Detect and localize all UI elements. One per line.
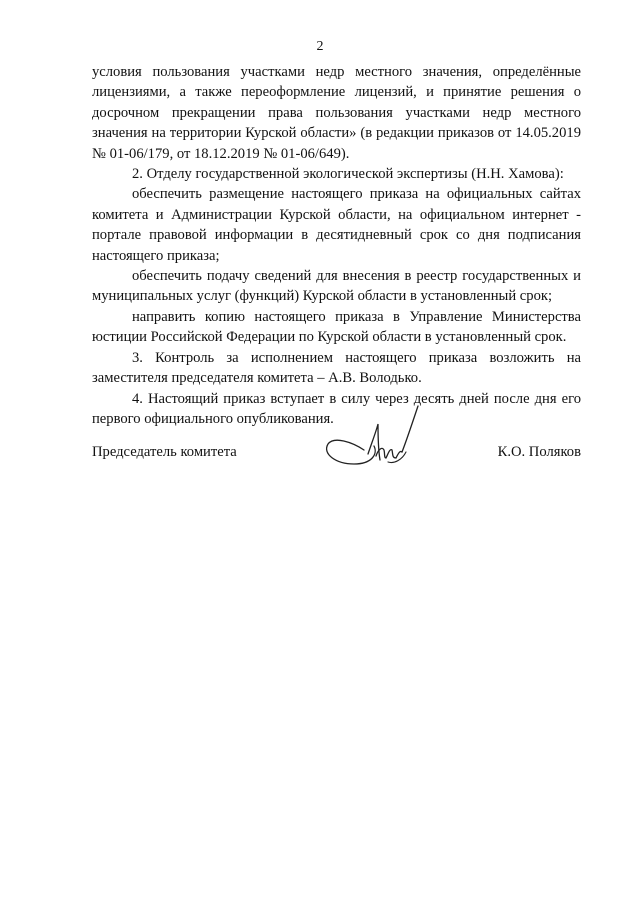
page-number: 2: [316, 39, 324, 54]
paragraph-item-3: 3. Контроль за исполнением настоящего приказа возложить на заместителя председателя комитета – А.В. Володько.: [92, 349, 581, 387]
paragraph-publish: обеспечить размещение настоящего приказа на официальных сайтах комитета и Администрации Курской области, на официальном интернет - портале правовой информации в десятидневный срок со дня подписания настоящего приказа;: [92, 186, 581, 264]
paragraph-registry: обеспечить подачу сведений для внесения в реестр государственных и муниципальных услуг (функций) Курской области в установленный срок;: [92, 268, 581, 305]
paragraph-ministry: направить копию настоящего приказа в Управление Министерства юстиции Российской Федерации по Курской области в установленный срок.: [92, 308, 581, 346]
signatory-name: К.О. Поляков: [497, 444, 581, 460]
paragraph-item-2: 2. Отделу государственной экологической экспертизы (Н.Н. Хамова):: [132, 166, 564, 183]
document-body: [92, 62, 581, 429]
handwritten-signature: [318, 402, 438, 482]
paragraph-item-4: 4. Настоящий приказ вступает в силу через десять дней после дня его первого официального опубликования.: [92, 390, 581, 427]
paragraph-continuation: условия пользования участками недр местного значения, определённые лицензиями, а также переоформление лицензий, и принятие решения о досрочном прекращении права пользования участками недр местного значения на территории Курской области» (в редакции приказов от 14.05.2019 № 01-06/179, от 18.12.2019 № 01-06/649).: [92, 64, 581, 162]
signatory-title: Председатель комитета: [92, 444, 237, 460]
